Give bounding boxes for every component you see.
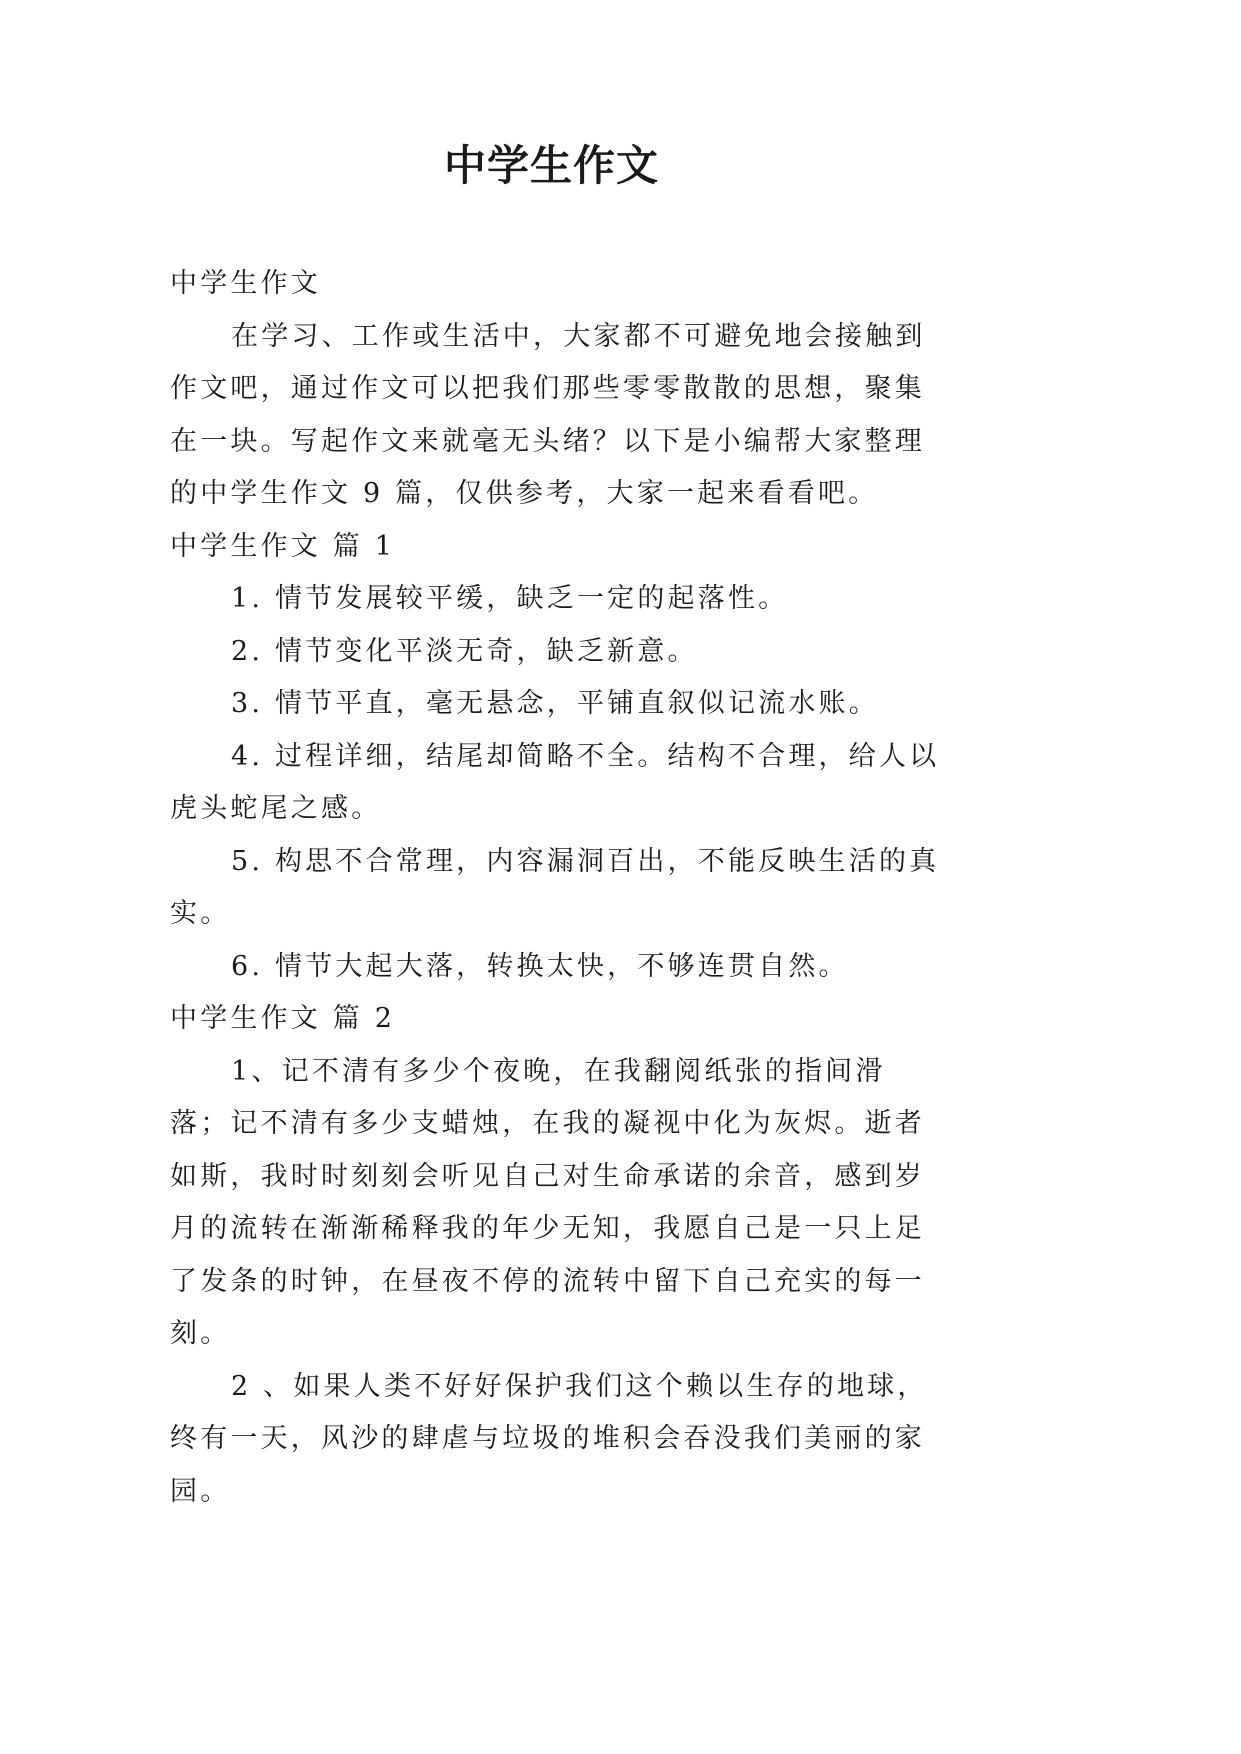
list-item: 2. 情节变化平淡无奇，缺乏新意。 bbox=[231, 635, 698, 667]
intro-paragraph: 在学习、工作或生活中，大家都不可避免地会接触到作文吧，通过作文可以把我们那些零零散散的思想，聚集在一块。写起作文来就毫无头绪？以下是小编帮大家整理的中学生作文 9 篇，仅供参考，大家一起来看看吧。 bbox=[170, 320, 926, 509]
list-item: 1. 情节发展较平缓，缺乏一定的起落性。 bbox=[231, 583, 789, 614]
list-item: 5. 构思不合常理，内容漏洞百出，不能反映生活的真实。 bbox=[170, 845, 940, 929]
document-title: 中学生作文 bbox=[443, 141, 659, 190]
section-heading: 中学生作文 篇 1 bbox=[170, 530, 396, 562]
list-item: 2 、如果人类不好好保护我们这个赖以生存的地球，终有一天，风沙的肆虐与垃圾的堆积会吞没我们美丽的家园。 bbox=[170, 1370, 928, 1507]
list-item: 1、记不清有多少个夜晚，在我翻阅纸张的指间滑落；记不清有多少支蜡烛，在我的凝视中化为灰烬。逝者如斯，我时时刻刻会听见自己对生命承诺的余音，感到岁月的流转在渐渐稀释我的年少无知，我愿自己是一只上足了发条的时钟，在昼夜不停的流转中留下自己充实的每一刻。 bbox=[170, 1055, 925, 1349]
section-heading: 中学生作文 bbox=[170, 268, 321, 299]
list-item: 6. 情节大起大落，转换太快，不够连贯自然。 bbox=[231, 950, 849, 982]
section-heading: 中学生作文 篇 2 bbox=[170, 1003, 396, 1034]
list-item: 3. 情节平直，毫无悬念，平铺直叙似记流水账。 bbox=[231, 688, 879, 719]
document-body bbox=[170, 258, 945, 1518]
list-item: 4. 过程详细，结尾却简略不全。结构不合理，给人以虎头蛇尾之感。 bbox=[170, 740, 940, 824]
